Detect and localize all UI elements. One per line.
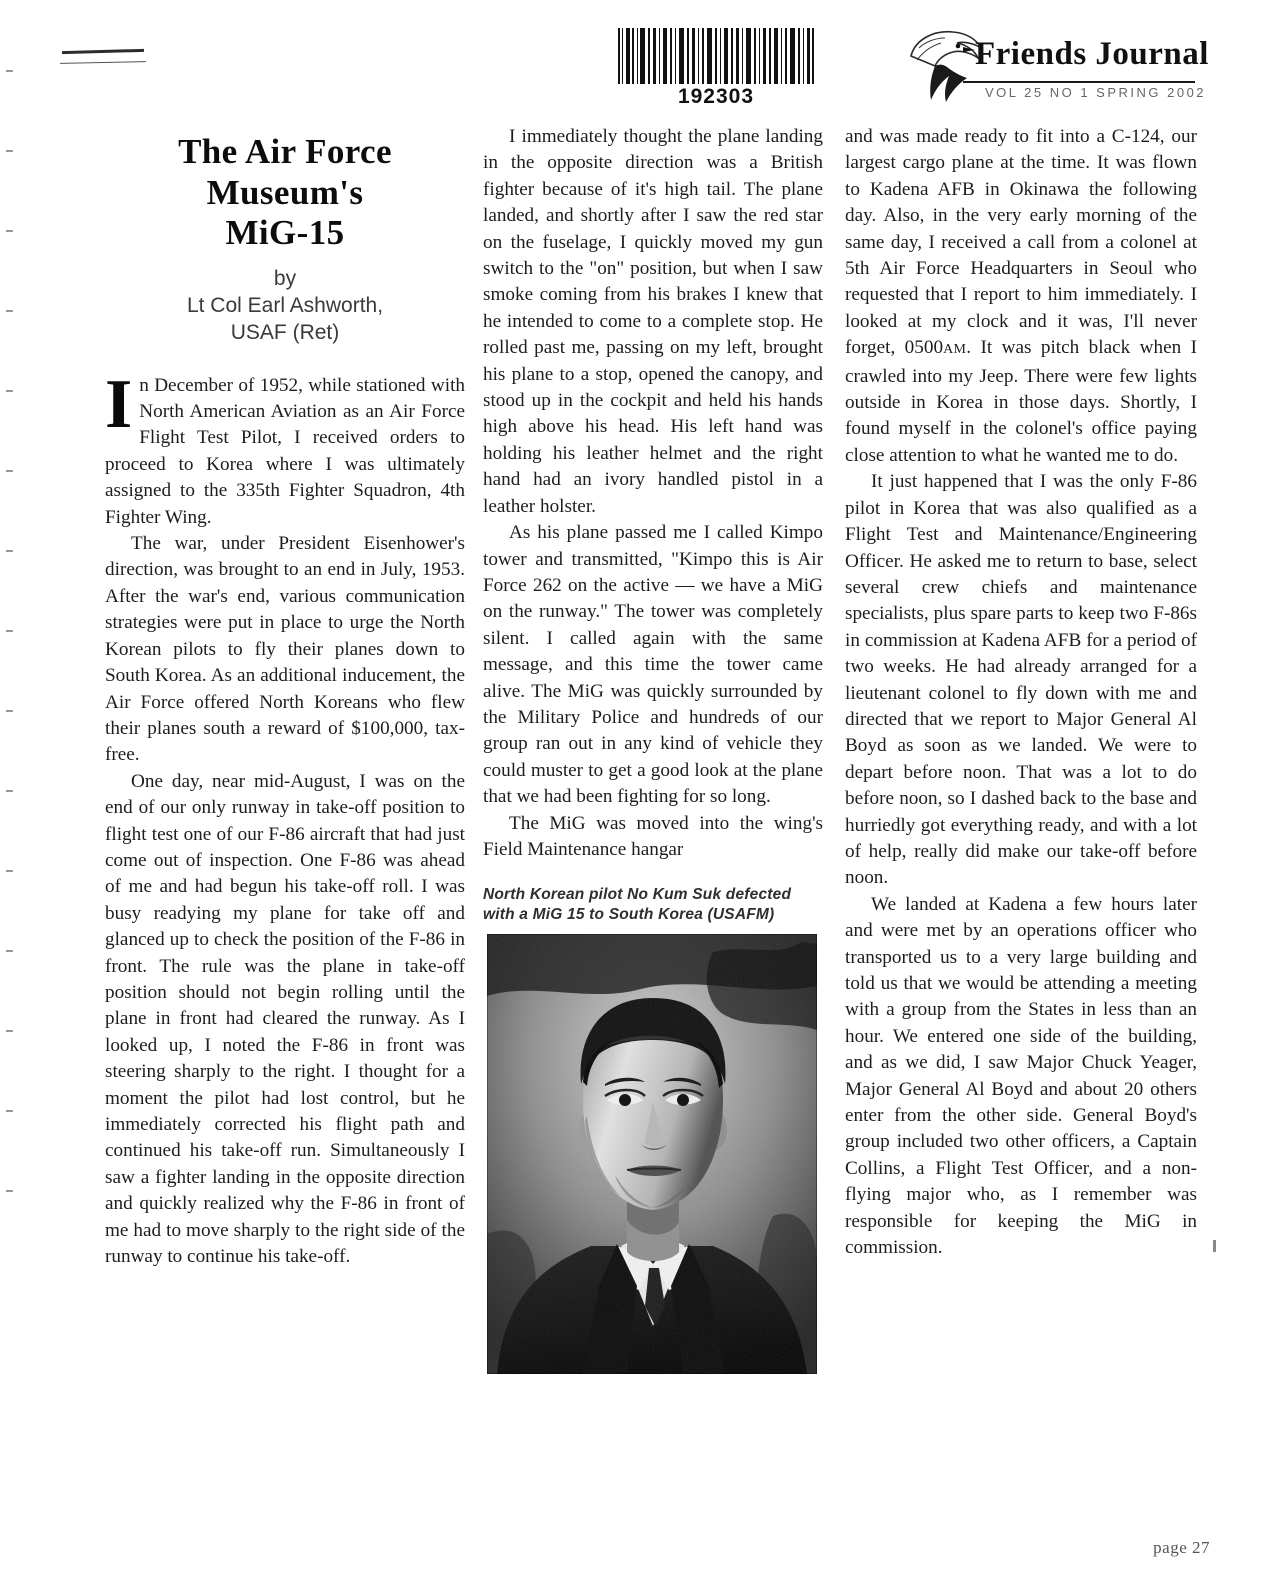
figure-block xyxy=(483,885,823,1374)
paragraph-3: One day, near mid-August, I was on the end of our only runway in take-off position to flight test one of our F-86 aircraft that had just come out of inspection. One F-86 was ahead of me and had begun his take-off roll. I was busy readying my plane for take off and glanced up to check the position of the F-86 in front. The rule was the plane in take-off position should not begin rolling until the plane in front had cleared the runway. As I looked up, I noted the F-86 in front was steering sharply to the right. I thought for a moment the pilot had lost control, but he immediately corrected his flight path and continued his take-off run. Simultaneously I saw a fighter landing in the opposite direction and quickly realized why the F-86 in front of me had to move sharply to the right side of the runway to continue his take-off. xyxy=(105,770,465,1268)
journal-masthead xyxy=(905,22,1209,102)
column-two xyxy=(483,124,823,1374)
paragraph-7-part-a: and was made ready to fit into a C-124, our largest cargo plane at the time. It was flown to Kadena AFB in Okinawa the following day. Also, in the very early morning of the same day, I received a call from a colonel at 5th Air Force Headquarters in Seoul who requested that I report to him immediately. I looked at my clock and it was, I'll never forget, 0500 xyxy=(845,126,1197,359)
column-one xyxy=(105,124,465,1270)
article-body xyxy=(105,124,1197,1524)
paragraph-9: We landed at Kadena a few hours later and were met by an operations officer who transported us to a very large building and told us that we would be attending a meeting with a group from the States in less than an hour. We entered one side of the building, and as we did, I saw Major Chuck Yeager, Major General Al Boyd and about 20 others enter from the other side. General Boyd's group included two other officers, a Captain Collins, a Flight Test Officer, and a non-flying major who, as I remember was responsible for keeping the MiG in commission. xyxy=(845,893,1197,1259)
headline-line-3: MiG-15 xyxy=(225,213,345,253)
corner-rule-mark xyxy=(62,49,144,54)
paragraph-4: I immediately thought the plane landing in the opposite direction was a British fighter because of it's high tail. The plane landed, and shortly after I saw the red star on the fuselage, I quickly moved my gun switch to the "on" position, but when I saw smoke coming from his brakes I knew that he intended to come to a complete stop. He rolled past me, passing on my left, brought his plane to a stop, opened the canopy, and stood up in the cockpit and held his hands high above his head. His left hand was holding his leather helmet and the right hand had an ivory handled pistol in a leather holster. xyxy=(483,126,823,517)
corner-rule-mark-thin xyxy=(60,61,146,64)
photo-portrait xyxy=(487,934,817,1374)
headline-line-2: Museum's xyxy=(206,172,364,212)
barcode-number: 192303 xyxy=(677,85,755,108)
masthead-rule xyxy=(963,81,1195,83)
paragraph-7-smallcaps: AM xyxy=(943,342,967,358)
scan-speck xyxy=(1213,1240,1216,1252)
journal-volume-line: VOL 25 NO 1 SPRING 2002 xyxy=(985,85,1207,100)
paragraph-6: The MiG was moved into the wing's Field Maintenance hangar xyxy=(483,812,823,860)
figure-caption: North Korean pilot No Kum Suk defected with a MiG 15 to South Korea (USAFM) xyxy=(483,886,792,924)
paragraph-1-text: n December of 1952, while stationed with North American Aviation as an Air Force Flight Test Pilot, I received orders to proceed to Korea where I was ultimately assigned to the 335th Fighter Squadron, 4th Fighter Wing. xyxy=(105,374,465,528)
paragraph-2: The war, under President Eisenhower's direction, was brought to an end in July, 1953. After the war's end, various communication strategies were put in place to urge the North Korean pilots to fly their planes down to South Korea. As an additional inducement, the Air Force offered North Koreans who flew their planes south a reward of $100,000, tax-free. xyxy=(105,533,465,766)
page-header xyxy=(0,0,1268,120)
paragraph-7-part-b: . It was pitch black when I crawled into my Jeep. There were few lights outside in Korea in those days. Shortly, I found myself in the colonel's office paying close attention to what he wanted me to do. xyxy=(845,337,1197,466)
headline-line-1: The Air Force xyxy=(178,132,392,171)
byline-label: by xyxy=(273,266,297,290)
journal-title: Friends Journal xyxy=(975,36,1209,72)
author-name: Lt Col Earl Ashworth, xyxy=(186,294,384,318)
page-number: page 27 xyxy=(1153,1538,1210,1557)
paragraph-8: It just happened that I was the only F-86 pilot in Korea that was also qualified as a Flight Test and Maintenance/Engineering Officer. He asked me to return to base, select several crew chiefs and maintenance specialists, plus spare parts to keep two F-86s in commission at Kadena AFB for a period of two weeks. He had already arranged for a lieutenant colonel to fly down with me and directed that we report to Major General Al Boyd as soon as we landed. We were to depart before noon. That was a lot to do before noon, so I dashed back to the base and hurriedly got everything ready, and with a lot of help, really did make our take-off before noon. xyxy=(845,471,1197,889)
paragraph-5: As his plane passed me I called Kimpo tower and transmitted, "Kimpo this is Air Force 262 on the active — we have a MiG on the runway." The tower was completely silent. I called again with the same message, and this time the tower came alive. The MiG was quickly surrounded by the Military Police and hundreds of our group ran out in any kind of vehicle they could muster to get a good look at the plane that we had been fighting for so long. xyxy=(483,522,823,808)
author-affiliation: USAF (Ret) xyxy=(230,321,340,345)
column-three xyxy=(845,124,1197,1261)
scan-edge-marks xyxy=(6,70,16,1370)
paragraph-7 xyxy=(845,124,1197,469)
drop-cap: I xyxy=(105,365,133,443)
page-title xyxy=(105,132,465,254)
barcode-icon xyxy=(618,28,814,84)
paragraph-1 xyxy=(105,365,465,531)
barcode-block xyxy=(618,28,814,109)
